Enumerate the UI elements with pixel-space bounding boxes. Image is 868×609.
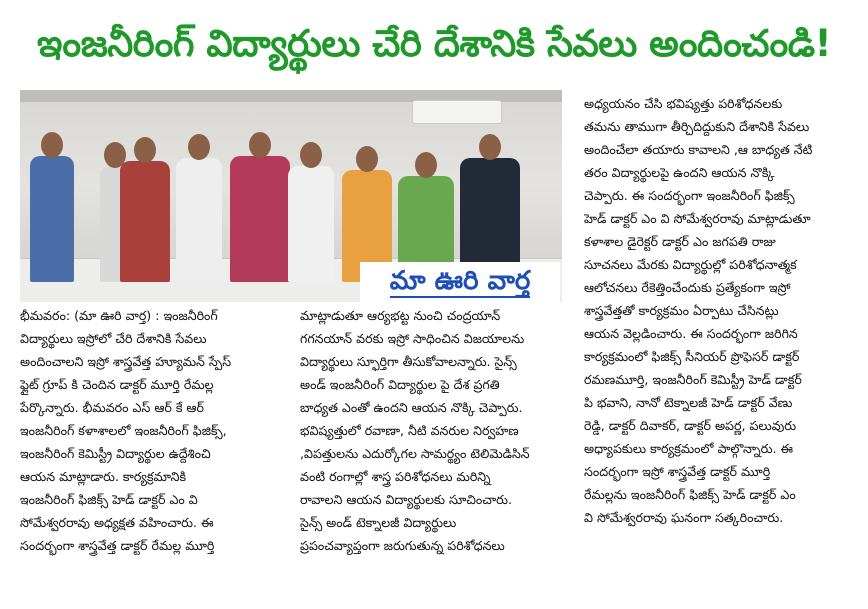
article-line: గగనయాన్ వరకు ఇస్రో సాధించిన విజయాలను [300, 331, 525, 346]
article-line: ఇంజనీరింగ్ ఫిజిక్స్ హెడ్ డాక్టర్ ఎం వి [20, 492, 198, 507]
person-figure [176, 134, 222, 282]
person-figure [230, 132, 290, 282]
article-line: శాస్త్రవేత్తతో కార్యక్రమం ఏర్పాటు చేసినట్లు [584, 303, 779, 318]
article-line: మాట్లాడుతూ ఆర్యభట్ట నుంచి చంద్రయాన్ [300, 308, 501, 323]
article-line: విద్యార్థులు ఇస్రోలో చేరి దేశానికి సేవలు [20, 331, 207, 346]
article-line: పేర్కొన్నారు. భీమవరం ఎస్ ఆర్ కే ఆర్ [20, 400, 204, 415]
article-line: ఆయన వెల్లడించారు. ఈ సందర్భంగా జరిగిన [584, 326, 798, 341]
article-line: ఫ్లైట్ గ్రూప్ కి చెందిన డాక్టర్ మూర్తి రేమల్ల [20, 377, 214, 392]
article-line: తమను తాముగా తీర్చిదిద్దుకుని దేశానికి సేవలు [584, 119, 810, 134]
article-line: విద్యార్థులు స్ఫూర్తిగా తీసుకోవాలన్నారు. సైన్స్ [300, 354, 517, 369]
article-line: అందించాలని ఇస్రో శాస్త్రవేత్త హ్యూమన్ స్పేస్ [20, 354, 232, 369]
article-line: అధ్యాపకులు కార్యక్రమంలో పాల్గొన్నారు. ఈ [584, 441, 794, 456]
article-line: రేమల్లను ఇంజనీరింగ్ ఫిజిక్స్ హెడ్ డాక్టర్ ఎం [584, 487, 796, 502]
person-figure [30, 132, 74, 282]
article-line: రెడ్డి, డాక్టర్ దివాకర్, డాక్టర్ అపర్ణ, పలువురు [584, 418, 797, 433]
clipped-previous-article [0, 0, 868, 10]
article-line: వి సోమేశ్వరరావు ఘనంగా సత్కరించారు. [584, 510, 784, 525]
photo-caption: మా ఊరి వార్త [389, 266, 531, 296]
article-line: అండ్ ఇంజనీరింగ్ విద్యార్థుల పై దేశ ప్రగతి [300, 377, 500, 392]
article-line: వంటి రంగాల్లో శాస్త్ర పరిశోధనలు మరిన్ని [300, 469, 491, 484]
article-line: అధ్యయనం చేసి భవిష్యత్తు పరిశోధనలకు [584, 96, 783, 111]
article-line: రావాలని ఆయన విద్యార్థులకు సూచించారు. [300, 492, 512, 507]
article-line: ఆయన మాట్లాడారు. కార్యక్రమానికి [20, 469, 187, 484]
article-line: రమణమూర్తి, ఇంజనీరింగ్ కెమిస్ట్రీ హెడ్ డాక్టర్ [584, 372, 802, 387]
article-line: సోమేశ్వరరావు అధ్యక్షత వహించారు. ఈ [20, 515, 214, 530]
article-line: అందించేలా తయారు కావాలని ,ఆ బాధ్యత నేటి [584, 142, 813, 157]
article-line: పి భవాని, నానో టెక్నాలజీ హెడ్ డాక్టర్ వేణు [584, 395, 793, 410]
article-line: సందర్భంగా ఇస్రో శాస్త్రవేత్త డాక్టర్ మూర్తి [584, 464, 771, 479]
photo-caption-box [360, 262, 560, 302]
article-line: కళాశాల డైరెక్టర్ డాక్టర్ ఎం జగపతి రాజు [584, 234, 776, 249]
article-line: భీమవరం: (మా ఊరి వార్త) : ఇంజనీరింగ్ [20, 308, 218, 323]
article-column-2 [300, 304, 562, 557]
article-line: ,విపత్తులను ఎదుర్కోగల సామర్థ్యం టెలిమెడిసిన్ [300, 446, 530, 461]
article-line: ప్రపంచవ్యాప్తంగా జరుగుతున్న పరిశోధనలు [300, 538, 505, 553]
article-line: బాధ్యత ఎంతో ఉందని ఆయన నొక్కి చెప్పారు. [300, 400, 523, 415]
article-line: సైన్స్ అండ్ టెక్నాలజీ విద్యార్థులు [300, 515, 457, 530]
article-line: హెడ్ డాక్టర్ ఎం వి సోమేశ్వరరావు మాట్లాడుతూ [584, 211, 811, 226]
article-line: ఇంజనీరింగ్ కెమిస్ట్రీ విద్యార్థుల ఉద్దేశించి [20, 446, 211, 461]
article-column-3 [584, 92, 846, 529]
article-line: ఇంజనీరింగ్ కళాశాలలో ఇంజనీరింగ్ ఫిజిక్స్, [20, 423, 227, 438]
article-line: సూచనలు మేరకు విద్యార్థుల్లో పరిశోధనాత్మక [584, 257, 797, 272]
article-line: తరం విద్యార్థులపై ఉందని ఆయన నొక్కి [584, 165, 775, 180]
person-figure [288, 142, 334, 282]
air-conditioner [412, 100, 502, 124]
article-line: కార్యక్రమంలో ఫిజిక్స్ సీనియర్ ప్రొఫెసర్ డాక్టర్ [584, 349, 800, 364]
article-line: ఆలోచనలు రేకెత్తించేందుకు ప్రత్యేకంగా ఇస్రో [584, 280, 791, 295]
article-line: సందర్భంగా శాస్త్రవేత్త డాక్టర్ రేమల్ల మూర్తి [20, 538, 215, 553]
person-figure [460, 134, 520, 282]
article-line: చెప్పారు. ఈ సందర్భంగా ఇంజనీరింగ్ ఫిజిక్స్ [584, 188, 795, 203]
headline: ఇంజనీరింగ్ విద్యార్థులు చేరి దేశానికి సేవలు అందించండి! [36, 22, 832, 65]
article-line: భవిష్యత్తులో రవాణా, నీటి వనరుల నిర్వహణ [300, 423, 519, 438]
person-figure [120, 137, 170, 282]
article-column-1 [20, 304, 282, 557]
